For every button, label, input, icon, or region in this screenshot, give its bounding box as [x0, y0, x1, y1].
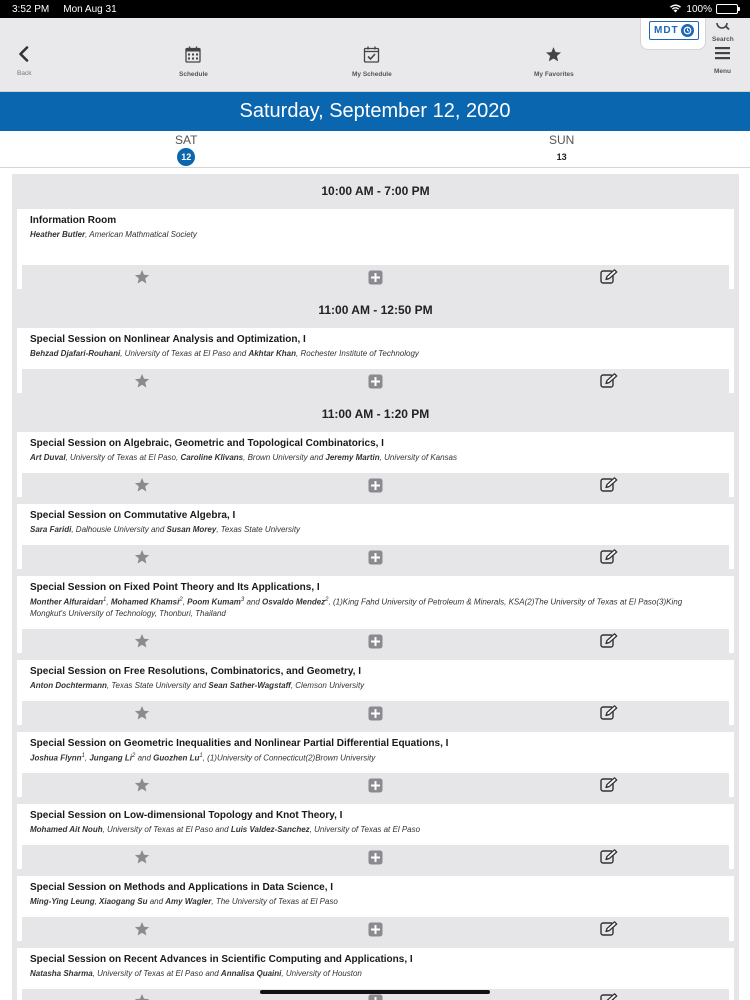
speaker-name: Anton Dochtermann — [30, 681, 107, 690]
menu-label: Menu — [714, 68, 731, 75]
session-card[interactable] — [17, 209, 734, 289]
app-logo — [649, 21, 699, 40]
day-tab-sat[interactable] — [175, 133, 197, 166]
favorite-star-icon[interactable] — [133, 849, 151, 865]
speaker-name: Amy Wagler — [165, 897, 212, 906]
session-speakers — [30, 752, 710, 764]
add-to-schedule-icon[interactable] — [366, 477, 384, 493]
session-speakers — [30, 596, 710, 620]
home-indicator[interactable] — [260, 990, 490, 994]
speaker-name: Sean Sather-Wagstaff — [208, 681, 291, 690]
status-time: 3:52 PM — [12, 3, 50, 15]
speaker-name: Heather Butler — [30, 230, 86, 239]
speaker-affiliation: , The University of Texas at El Paso — [211, 897, 338, 906]
day-tab-sun[interactable] — [549, 133, 574, 165]
session-title: Special Session on Fixed Point Theory and Its Applications, I — [30, 582, 320, 593]
affiliation-marker: 2 — [325, 597, 329, 603]
affiliation-marker: 1 — [103, 597, 107, 603]
speaker-affiliation: , Rochester Institute of Technology — [296, 349, 419, 358]
speaker-name: Jeremy Martin — [325, 453, 380, 462]
session-card[interactable] — [17, 804, 734, 869]
add-to-schedule-icon[interactable] — [366, 705, 384, 721]
time-slot-header: 10:00 AM - 7:00 PM — [321, 184, 430, 198]
speaker-name: Annalisa Quaini — [220, 969, 282, 978]
session-card[interactable] — [17, 876, 734, 941]
edit-note-icon[interactable] — [600, 477, 618, 493]
speaker-name: Ming-Ying Leung — [30, 897, 95, 906]
session-actions — [22, 545, 729, 569]
speaker-name: Akhtar Khan — [248, 349, 297, 358]
favorite-star-icon[interactable] — [133, 777, 151, 793]
status-right — [669, 3, 738, 16]
session-list[interactable] — [0, 168, 750, 1000]
edit-note-icon[interactable] — [600, 269, 618, 285]
edit-note-icon[interactable] — [600, 849, 618, 865]
speaker-affiliation: , Texas State University — [216, 525, 301, 534]
battery-icon — [716, 4, 738, 14]
speaker-affiliation: and — [147, 897, 166, 906]
session-actions — [22, 473, 729, 497]
speaker-affiliation: and — [244, 597, 263, 607]
speaker-affiliation: and — [135, 753, 154, 763]
favorite-star-icon[interactable] — [133, 921, 151, 937]
affiliation-marker: 3 — [240, 597, 245, 603]
day-tabs — [0, 131, 750, 168]
speaker-name: Xiaogang Su — [99, 897, 148, 906]
session-title: Special Session on Geometric Inequalities and Nonlinear Partial Differential Equations, I — [30, 738, 449, 749]
session-speakers — [30, 680, 710, 692]
speaker-affiliation: , University of Houston — [281, 969, 362, 978]
battery-percent: 100% — [686, 3, 712, 15]
speaker-name: Sara Faridi — [30, 525, 72, 534]
search-button[interactable] — [712, 18, 734, 43]
back-button[interactable] — [17, 46, 31, 77]
edit-note-icon[interactable] — [600, 777, 618, 793]
affiliation-marker: 2 — [179, 597, 183, 603]
status-bar — [0, 0, 750, 18]
favorite-star-icon[interactable] — [133, 477, 151, 493]
calendar-grid-icon — [185, 46, 201, 68]
add-to-schedule-icon[interactable] — [366, 633, 384, 649]
speaker-name: Osvaldo Mendez — [262, 597, 326, 607]
session-title: Special Session on Algebraic, Geometric and Topological Combinatorics, I — [30, 438, 384, 449]
edit-note-icon[interactable] — [600, 921, 618, 937]
speaker-affiliation: , — [84, 753, 90, 763]
favorite-star-icon[interactable] — [133, 373, 151, 389]
session-actions — [22, 701, 729, 725]
edit-note-icon[interactable] — [600, 633, 618, 649]
session-speakers — [30, 896, 710, 908]
speaker-name: Mohamed Khamsi — [110, 597, 180, 607]
my-schedule-label: My Schedule — [352, 71, 392, 78]
menu-button[interactable] — [714, 46, 731, 75]
session-title: Special Session on Recent Advances in Scientific Computing and Applications, I — [30, 954, 413, 965]
session-speakers — [30, 229, 710, 241]
time-slot-header: 11:00 AM - 1:20 PM — [321, 407, 430, 421]
schedule-button[interactable] — [179, 46, 208, 78]
search-icon — [716, 18, 730, 36]
day-tab-number: 13 — [556, 151, 567, 162]
session-card[interactable] — [17, 576, 734, 653]
speaker-name: Joshua Flynn — [30, 753, 82, 763]
session-speakers — [30, 348, 710, 360]
add-to-schedule-icon[interactable] — [366, 849, 384, 865]
add-to-schedule-icon[interactable] — [366, 993, 384, 1000]
session-title: Special Session on Nonlinear Analysis and Optimization, I — [30, 334, 306, 345]
session-title: Special Session on Methods and Applications in Data Science, I — [30, 882, 334, 893]
session-panel — [12, 174, 739, 1000]
session-card[interactable] — [17, 660, 734, 725]
session-card[interactable] — [17, 432, 734, 497]
speaker-affiliation: , University of Texas at El Paso and — [102, 825, 231, 834]
logo-text: MDT — [654, 25, 679, 36]
speaker-affiliation: , University of Kansas — [379, 453, 458, 462]
speaker-name: Jungang Li — [89, 753, 133, 763]
session-title: Special Session on Commutative Algebra, I — [30, 510, 236, 521]
speaker-affiliation: , — [106, 597, 111, 607]
speaker-affiliation: , Brown University and — [243, 453, 326, 462]
affiliation-marker: 1 — [81, 753, 85, 759]
favorite-star-icon[interactable] — [133, 993, 151, 1000]
session-speakers — [30, 824, 710, 836]
session-card[interactable] — [17, 328, 734, 393]
calendar-check-icon — [363, 46, 380, 68]
speaker-affiliation: , University of Texas at El Paso and — [92, 969, 221, 978]
speaker-name: Behzad Djafari-Rouhani — [30, 349, 121, 358]
speaker-name: Susan Morey — [166, 525, 217, 534]
my-favorites-label: My Favorites — [534, 71, 574, 78]
my-schedule-button[interactable] — [352, 46, 392, 78]
chevron-left-icon — [17, 46, 31, 67]
status-date: Mon Aug 31 — [63, 3, 117, 15]
add-to-schedule-icon[interactable] — [366, 269, 384, 285]
speaker-name: Luis Valdez-Sanchez — [230, 825, 310, 834]
hamburger-menu-icon — [715, 46, 730, 65]
speaker-affiliation: , University of Texas at El Paso, — [65, 453, 181, 462]
speaker-affiliation: , — [182, 597, 188, 607]
date-header: Saturday, September 12, 2020 — [0, 92, 750, 131]
add-to-schedule-icon[interactable] — [366, 921, 384, 937]
session-speakers — [30, 452, 710, 464]
speaker-name: Guozhen Lu — [153, 753, 200, 763]
session-card[interactable] — [17, 504, 734, 569]
top-toolbar — [0, 18, 750, 92]
add-to-schedule-icon[interactable] — [366, 549, 384, 565]
session-speakers — [30, 968, 710, 980]
add-to-schedule-icon[interactable] — [366, 373, 384, 389]
session-actions — [22, 917, 729, 941]
speaker-affiliation: , Clemson University — [290, 681, 365, 690]
day-tab-number: 12 — [177, 148, 195, 166]
session-actions — [22, 369, 729, 393]
session-actions — [22, 265, 729, 289]
schedule-label: Schedule — [179, 71, 208, 78]
star-icon — [545, 46, 562, 68]
speaker-affiliation: , University of Texas at El Paso and — [120, 349, 249, 358]
session-actions — [22, 629, 729, 653]
time-slot-header: 11:00 AM - 12:50 PM — [318, 303, 433, 317]
session-actions — [22, 845, 729, 869]
speaker-affiliation: , American Mathmatical Society — [85, 230, 197, 239]
speaker-affiliation: , (1)King Fahd University of Petroleum & Minerals, KSA(2)The University of Texas at El Paso(3)King Mongkut's University of Technology, Thonburi, Thailand — [30, 597, 683, 619]
speaker-affiliation: , University of Texas at El Paso — [309, 825, 421, 834]
affiliation-marker: 2 — [132, 753, 136, 759]
add-to-schedule-icon[interactable] — [366, 777, 384, 793]
edit-note-icon[interactable] — [600, 549, 618, 565]
clock-icon — [681, 24, 694, 37]
favorite-star-icon[interactable] — [133, 705, 151, 721]
speaker-name: Poom Kumam — [187, 597, 241, 607]
speaker-affiliation: , Dalhousie University and — [71, 525, 167, 534]
speaker-name: Monther Alfuraidan — [30, 597, 104, 607]
speaker-affiliation: , — [94, 897, 100, 906]
speaker-name: Caroline Klivans — [180, 453, 244, 462]
back-label: Back — [17, 70, 32, 77]
speaker-affiliation: , Texas State University and — [106, 681, 209, 690]
search-label: Search — [712, 36, 734, 43]
session-title: Special Session on Low-dimensional Topology and Knot Theory, I — [30, 810, 343, 821]
speaker-affiliation: , (1)University of Connecticut(2)Brown University — [202, 753, 376, 763]
session-card[interactable] — [17, 732, 734, 797]
session-title: Information Room — [30, 215, 117, 226]
edit-note-icon[interactable] — [600, 373, 618, 389]
favorite-star-icon[interactable] — [133, 269, 151, 285]
my-favorites-button[interactable] — [534, 46, 574, 78]
edit-note-icon[interactable] — [600, 705, 618, 721]
speaker-name: Art Duval — [30, 453, 66, 462]
day-tab-name: SAT — [175, 133, 198, 147]
wifi-icon — [669, 3, 682, 16]
logo-container — [640, 18, 706, 50]
affiliation-marker: 1 — [199, 753, 203, 759]
speaker-name: Natasha Sharma — [30, 969, 93, 978]
session-actions — [22, 773, 729, 797]
day-tab-name: SUN — [549, 133, 575, 147]
session-speakers — [30, 524, 710, 536]
favorite-star-icon[interactable] — [133, 549, 151, 565]
edit-note-icon[interactable] — [600, 993, 618, 1000]
speaker-name: Mohamed Ait Nouh — [30, 825, 103, 834]
favorite-star-icon[interactable] — [133, 633, 151, 649]
session-title: Special Session on Free Resolutions, Combinatorics, and Geometry, I — [30, 666, 362, 677]
